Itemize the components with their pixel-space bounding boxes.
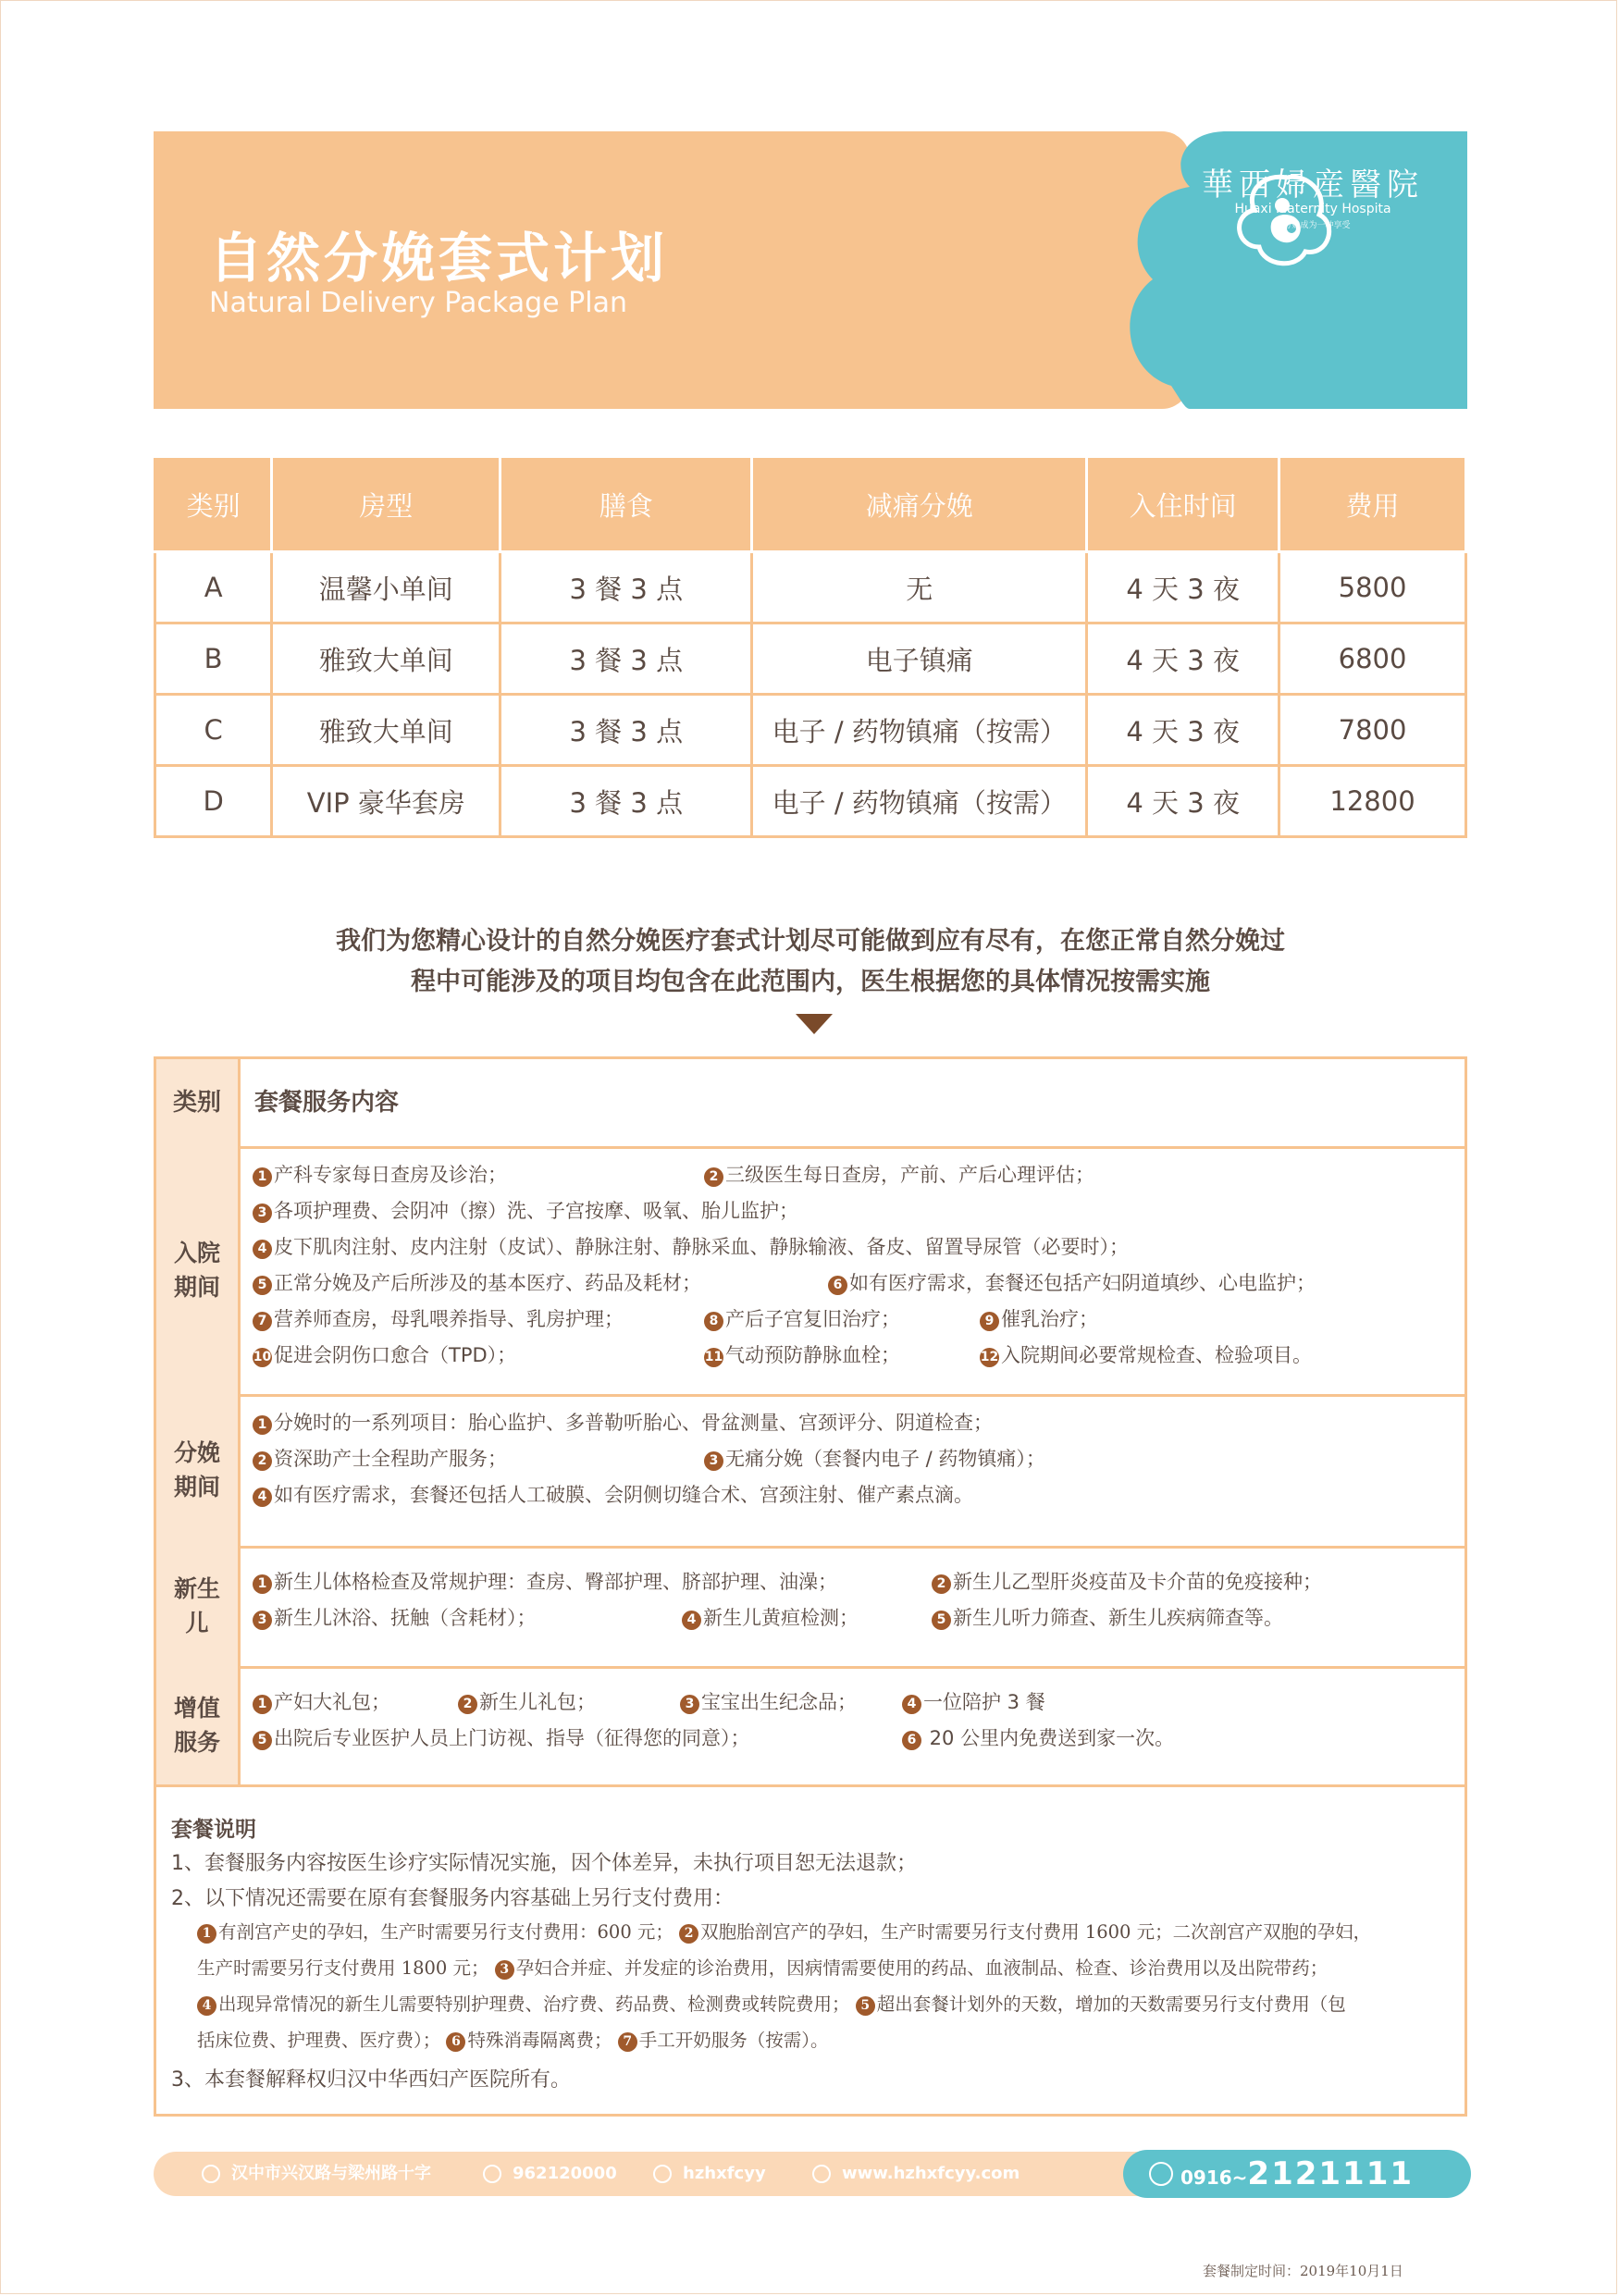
table-cell: 雅致大单间: [272, 695, 501, 766]
table-cell: 7800: [1279, 695, 1466, 766]
page-title: 自然分娩套式计划: [209, 227, 669, 290]
table-cell: 3 餐 3 点: [501, 552, 752, 623]
note-item: 3、本套餐解释权归汉中华西妇产医院所有。: [171, 2068, 571, 2092]
list-item: 1 新生儿体格检查及常规护理：查房、臀部护理、脐部护理、油澡；: [253, 1564, 837, 1600]
table-cell: 4 天 3 夜: [1087, 623, 1279, 695]
col-header: 房型: [272, 457, 501, 552]
services-header: [156, 1059, 1465, 1149]
table-cell: 电子 / 药物镇痛（按需）: [752, 766, 1087, 837]
list-item: 11 气动预防静脉血栓；: [704, 1344, 900, 1366]
list-item: 4 皮下肌肉注射、皮内注射（皮试）、静脉注射、静脉采血、静脉输液、备皮、留置导尿管（必要时）；: [253, 1229, 1129, 1265]
table-cell: D: [155, 766, 272, 837]
table-cell: 6800: [1279, 623, 1466, 695]
services-content-header: 套餐服务内容: [254, 1089, 400, 1117]
table-row: [155, 623, 1466, 695]
row-category: 增值 服务: [156, 1666, 241, 1784]
table-row: [155, 695, 1466, 766]
footer-qq: 962120000: [483, 2152, 617, 2196]
table-cell: C: [155, 695, 272, 766]
hospital-name: 華西婦産醫院: [1202, 167, 1424, 204]
price-table: [154, 455, 1467, 838]
table-cell: VIP 豪华套房: [272, 766, 501, 837]
table-cell: B: [155, 623, 272, 695]
table-cell: 12800: [1279, 766, 1466, 837]
note-item: 2、以下情况还需要在原有套餐服务内容基础上另行支付费用：: [171, 1887, 734, 1910]
footer-address: 汉中市兴汉路与梁州路十字: [202, 2152, 431, 2196]
table-cell: 无: [752, 552, 1087, 623]
table-cell: 温馨小单间: [272, 552, 501, 623]
list-item: 4 新生儿黄疸检测；: [682, 1600, 859, 1636]
list-item: 6 如有医疗需求，套餐还包括产妇阴道填纱、心电监护；: [828, 1265, 1316, 1302]
list-item: 1 产科专家每日查房及诊治；: [253, 1157, 507, 1193]
phone-badge[interactable]: [1123, 2150, 1471, 2198]
footer-wechat: hzhxfcyy: [653, 2152, 766, 2196]
table-cell: 4 天 3 夜: [1087, 766, 1279, 837]
location-icon: [202, 2165, 220, 2183]
list-item: 7 营养师查房，母乳喂养指导、乳房护理；: [253, 1302, 624, 1338]
table-cell: 电子镇痛: [752, 623, 1087, 695]
phone-icon: [1149, 2162, 1173, 2186]
table-cell: 4 天 3 夜: [1087, 695, 1279, 766]
list-item: 2 资深助产士全程助产服务；: [253, 1441, 507, 1477]
note-item: 1、套餐服务内容按医生诊疗实际情况实施，因个体差异，未执行项目恕无法退款；: [171, 1852, 917, 1875]
col-header: 入住时间: [1087, 457, 1279, 552]
list-item: 2 新生儿礼包；: [458, 1685, 596, 1721]
list-item: 3 无痛分娩（套餐内电子 / 药物镇痛）；: [704, 1441, 1045, 1477]
footer-website[interactable]: www.hzhxfcyy.com: [812, 2152, 1020, 2196]
table-cell: 3 餐 3 点: [501, 623, 752, 695]
col-header: 膳食: [501, 457, 752, 552]
list-item: 2 三级医生每日查房，产前、产后心理评估；: [704, 1157, 1094, 1193]
services-cat-header: 类别: [156, 1059, 241, 1146]
row-category: 入院 期间: [156, 1146, 241, 1394]
table-cell: 5800: [1279, 552, 1466, 623]
table-cell: A: [155, 552, 272, 623]
list-item: 3 各项护理费、会阴冲（擦）洗、子宫按摩、吸氧、胎儿监护；: [253, 1193, 798, 1229]
list-item: 9 催乳治疗；: [980, 1302, 1098, 1338]
table-row: [155, 552, 1466, 623]
note-detail: 1 有剖宫产史的孕妇，生产时需要另行支付费用：600 元； 2 双胞胎剖宫产的孕妇，生产时需要另行支付费用 1600 元；二次剖宫产双胞的孕妇， 生产时需要另行支付费用 1800 元； 3 孕妇合并症、并发症的诊治费用，因病情需要使用的药品、血液制品、检查、诊治费用以及出院带药； 4 出现异常情况的新生儿需要特别护理费、治疗费、药品费、检测费或转院费用； 5 超出套餐计划外的天数，增加的天数需要另行支付费用（包 括床位费、护理费、医疗费）； 6 特殊消毒隔离费； 7 手工开奶服务（按需）。: [197, 1921, 1372, 2051]
price-table-header: [155, 457, 1466, 552]
header-banner: [154, 131, 1467, 409]
row-category: 分娩 期间: [156, 1394, 241, 1546]
col-header: 类别: [155, 457, 272, 552]
page-subtitle: Natural Delivery Package Plan: [209, 287, 627, 319]
list-item: 5 新生儿听力筛查、新生儿疾病筛查等。: [932, 1600, 1283, 1636]
col-header: 减痛分娩: [752, 457, 1087, 552]
services-table: [154, 1056, 1467, 2117]
header-orange-panel: [154, 131, 1190, 409]
plan-date: 套餐制定时间：2019年10月1日: [1203, 2263, 1403, 2279]
table-cell: 3 餐 3 点: [501, 766, 752, 837]
table-cell: 电子 / 药物镇痛（按需）: [752, 695, 1087, 766]
intro-text: [154, 921, 1467, 1003]
services-row-value: [156, 1666, 1465, 1787]
wechat-icon: [653, 2165, 672, 2183]
list-item: 5 出院后专业医护人员上门访视、指导（征得您的同意）；: [253, 1721, 750, 1757]
hospital-slogan: 让分娩成为一种享受: [1275, 221, 1351, 230]
intro-line: 程中可能涉及的项目均包含在此范围内，医生根据您的具体情况按需实施: [411, 968, 1210, 996]
package-notes: [156, 1784, 1465, 2114]
list-item: 3 新生儿沐浴、抚触（含耗材）；: [253, 1600, 537, 1636]
hospital-english-name: Huaxi Maternity Hospita: [1234, 202, 1391, 216]
list-item: 3 宝宝出生纪念品；: [680, 1685, 857, 1721]
globe-icon: [812, 2165, 831, 2183]
services-row-newborn: [156, 1546, 1465, 1669]
table-cell: 雅致大单间: [272, 623, 501, 695]
list-item: 4 一位陪护 3 餐: [902, 1685, 1045, 1721]
list-item: 4 如有医疗需求，套餐还包括人工破膜、会阴侧切缝合术、宫颈注射、催产素点滴。: [253, 1477, 973, 1513]
qq-icon: [483, 2165, 501, 2183]
list-item: 1 分娩时的一系列项目：胎心监护、多普勒听胎心、骨盆测量、宫颈评分、阴道检查；: [253, 1405, 993, 1441]
phone-number: 0916~2121111: [1180, 2155, 1415, 2192]
services-row-delivery: [156, 1394, 1465, 1549]
list-item: 8 产后子宫复旧治疗；: [704, 1302, 900, 1338]
table-row: [155, 766, 1466, 837]
notes-title: 套餐说明: [171, 1818, 256, 1842]
list-item: 12 入院期间必要常规检查、检验项目。: [980, 1344, 1312, 1366]
table-cell: 3 餐 3 点: [501, 695, 752, 766]
list-item: 5 正常分娩及产后所涉及的基本医疗、药品及耗材；: [253, 1265, 701, 1302]
table-cell: 4 天 3 夜: [1087, 552, 1279, 623]
row-category: 新生 儿: [156, 1546, 241, 1666]
list-item: 1 产妇大礼包；: [253, 1685, 390, 1721]
intro-line: 我们为您精心设计的自然分娩医疗套式计划尽可能做到应有尽有，在您正常自然分娩过: [336, 927, 1285, 956]
col-header: 费用: [1279, 457, 1466, 552]
down-arrow-icon: [796, 1014, 833, 1034]
services-row-hospital: [156, 1146, 1465, 1397]
list-item: 6 20 公里内免费送到家一次。: [902, 1721, 1174, 1757]
list-item: 10 促进会阴伤口愈合（TPD）；: [253, 1344, 517, 1366]
list-item: 2 新生儿乙型肝炎疫苗及卡介苗的免疫接种；: [932, 1564, 1322, 1600]
